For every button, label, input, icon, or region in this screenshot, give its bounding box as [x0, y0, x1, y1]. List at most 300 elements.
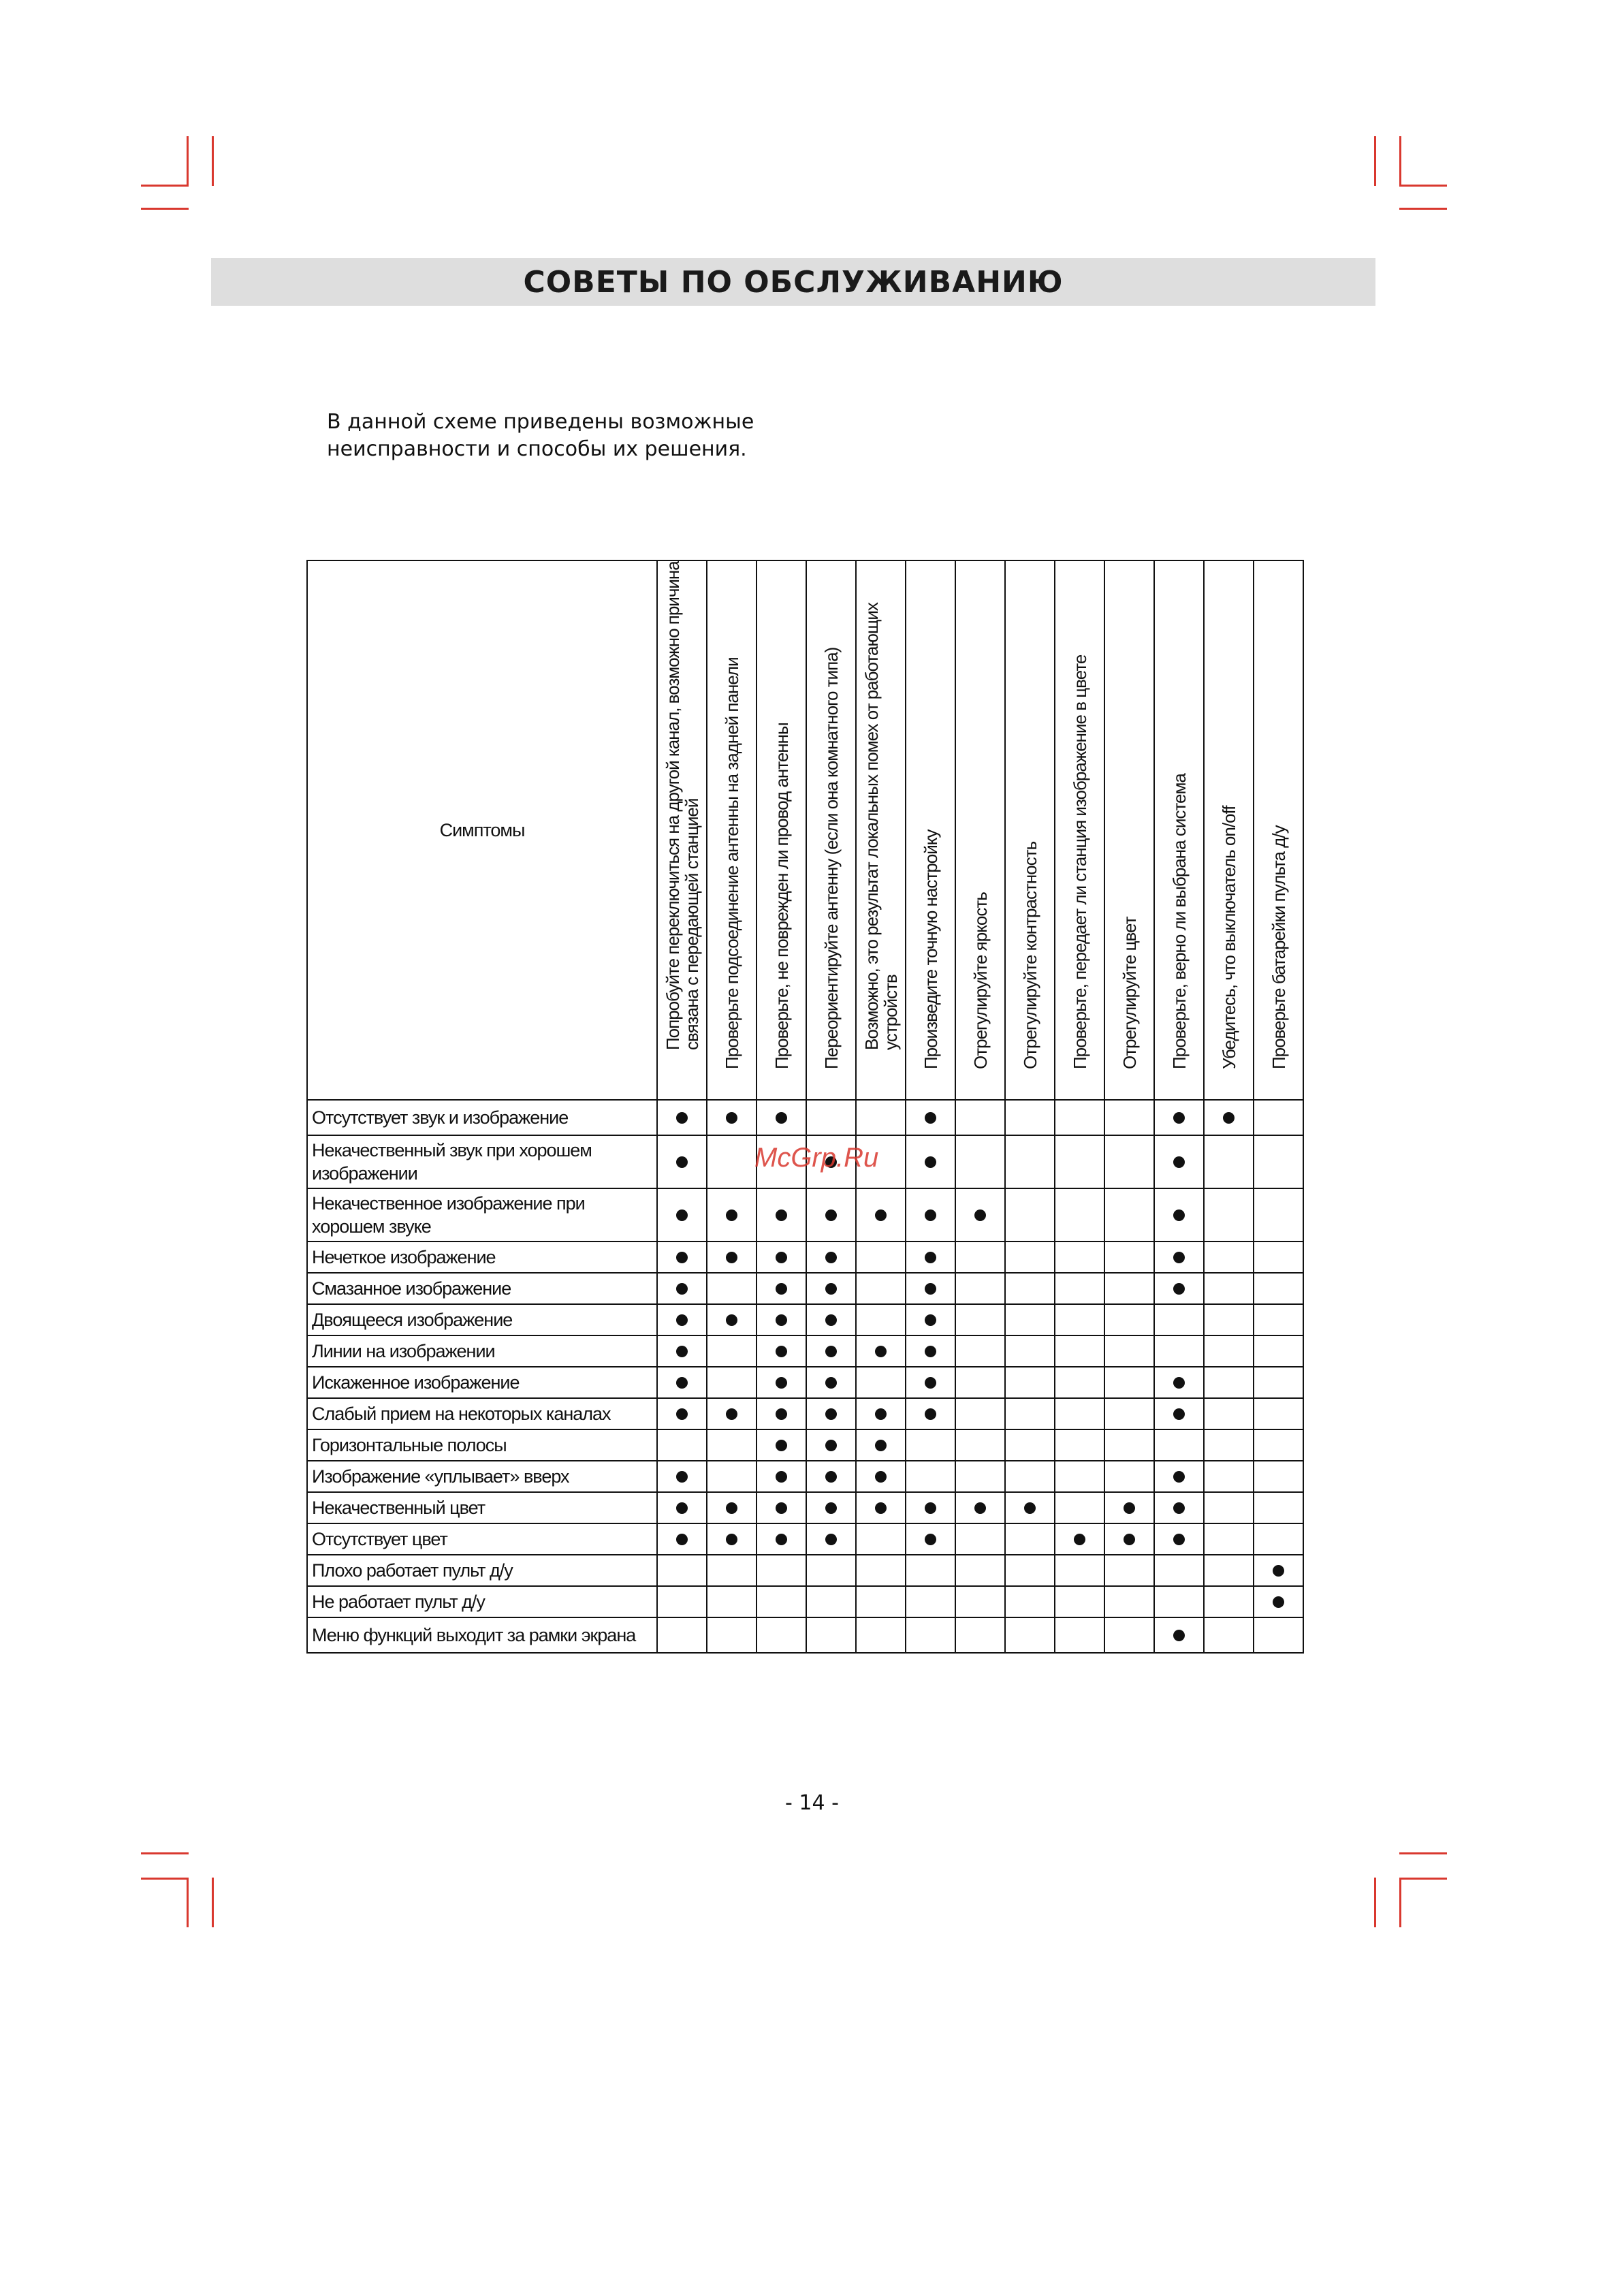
bullet-mark	[825, 1209, 837, 1221]
mark-cell	[1154, 1617, 1204, 1653]
mark-cell	[955, 1492, 1005, 1523]
mark-cell	[955, 1304, 1005, 1335]
symptom-cell: Отсутствует цвет	[307, 1523, 657, 1555]
crop-mark	[1399, 1852, 1447, 1854]
column-header-label: Отрегулируйте яркость	[970, 892, 991, 1069]
mark-cell	[1204, 1555, 1254, 1586]
mark-cell	[856, 1461, 906, 1492]
table-row	[307, 1367, 1303, 1398]
mark-cell	[1005, 1523, 1055, 1555]
symptom-cell: Изображение «уплывает» вверх	[307, 1461, 657, 1492]
mark-cell	[1204, 1304, 1254, 1335]
mark-cell	[1154, 1135, 1204, 1188]
troubleshooting-table	[306, 560, 1304, 1654]
column-header	[1154, 560, 1204, 1100]
page-number: - 14 -	[785, 1791, 839, 1815]
bullet-mark	[676, 1408, 688, 1420]
mark-cell	[707, 1492, 757, 1523]
bullet-mark	[1173, 1156, 1185, 1168]
mark-cell	[1154, 1335, 1204, 1367]
mark-cell	[1005, 1586, 1055, 1617]
mark-cell	[1104, 1523, 1154, 1555]
intro-line: В данной схеме приведены возможные	[327, 410, 754, 434]
bullet-mark	[875, 1471, 887, 1483]
mark-cell	[1154, 1492, 1204, 1523]
table-row	[307, 1586, 1303, 1617]
column-header	[955, 560, 1005, 1100]
mark-cell	[1204, 1273, 1254, 1304]
bullet-mark	[776, 1283, 787, 1295]
table-row	[307, 1273, 1303, 1304]
column-header-label: Проверьте подсоединение антенны на задней панели	[721, 657, 742, 1069]
mark-cell	[1254, 1242, 1303, 1273]
mark-cell	[856, 1188, 906, 1242]
mark-cell	[657, 1135, 707, 1188]
symptom-cell: Некачественное изображение при хорошем звуке	[307, 1188, 657, 1242]
bullet-mark	[925, 1346, 936, 1357]
mark-cell	[806, 1188, 856, 1242]
mark-cell	[955, 1398, 1005, 1429]
mark-cell	[1104, 1304, 1154, 1335]
bullet-mark	[825, 1252, 837, 1263]
symptom-cell: Отсутствует звук и изображение	[307, 1100, 657, 1135]
mark-cell	[1055, 1273, 1104, 1304]
bullet-mark	[1273, 1565, 1284, 1577]
mark-cell	[955, 1429, 1005, 1461]
bullet-mark	[1273, 1596, 1284, 1608]
mark-cell	[1154, 1398, 1204, 1429]
bullet-mark	[925, 1502, 936, 1514]
column-header-label: Переориентируйте антенну (если она комнатного типа)	[821, 647, 842, 1069]
crop-mark	[1399, 1878, 1447, 1880]
bullet-mark	[1173, 1283, 1185, 1295]
bullet-mark	[825, 1408, 837, 1420]
bullet-mark	[925, 1156, 936, 1168]
mark-cell	[707, 1555, 757, 1586]
symptom-cell: Плохо работает пульт д/у	[307, 1555, 657, 1586]
mark-cell	[1204, 1188, 1254, 1242]
mark-cell	[707, 1242, 757, 1273]
bullet-mark	[1173, 1252, 1185, 1263]
mark-cell	[1005, 1429, 1055, 1461]
symptom-cell: Нечеткое изображение	[307, 1242, 657, 1273]
table-row	[307, 1188, 1303, 1242]
mark-cell	[1055, 1188, 1104, 1242]
mark-cell	[757, 1461, 806, 1492]
bullet-mark	[726, 1112, 737, 1124]
symptoms-header: Симптомы	[307, 560, 657, 1100]
symptom-cell: Некачественный звук при хорошем изображении	[307, 1135, 657, 1188]
bullet-mark	[974, 1209, 986, 1221]
mark-cell	[757, 1555, 806, 1586]
mark-cell	[1104, 1135, 1154, 1188]
mark-cell	[906, 1461, 955, 1492]
mark-cell	[955, 1273, 1005, 1304]
bullet-mark	[925, 1314, 936, 1326]
bullet-mark	[726, 1534, 737, 1545]
mark-cell	[757, 1188, 806, 1242]
mark-cell	[1254, 1398, 1303, 1429]
mark-cell	[1104, 1188, 1154, 1242]
bullet-mark	[676, 1502, 688, 1514]
mark-cell	[906, 1555, 955, 1586]
mark-cell	[1154, 1273, 1204, 1304]
bullet-mark	[726, 1502, 737, 1514]
mark-cell	[906, 1135, 955, 1188]
mark-cell	[906, 1398, 955, 1429]
column-header	[1254, 560, 1303, 1100]
bullet-mark	[676, 1283, 688, 1295]
crop-mark	[141, 1878, 189, 1880]
bullet-mark	[1173, 1209, 1185, 1221]
mark-cell	[1254, 1586, 1303, 1617]
mark-cell	[1104, 1586, 1154, 1617]
mark-cell	[657, 1461, 707, 1492]
mark-cell	[757, 1304, 806, 1335]
crop-mark	[1374, 136, 1376, 186]
bullet-mark	[776, 1252, 787, 1263]
mark-cell	[955, 1461, 1005, 1492]
bullet-mark	[825, 1377, 837, 1389]
mark-cell	[806, 1461, 856, 1492]
mark-cell	[1005, 1304, 1055, 1335]
bullet-mark	[726, 1408, 737, 1420]
mark-cell	[955, 1188, 1005, 1242]
mark-cell	[757, 1492, 806, 1523]
table-row	[307, 1100, 1303, 1135]
bullet-mark	[925, 1534, 936, 1545]
mark-cell	[856, 1429, 906, 1461]
mark-cell	[1104, 1461, 1154, 1492]
mark-cell	[806, 1586, 856, 1617]
mark-cell	[707, 1188, 757, 1242]
mark-cell	[657, 1367, 707, 1398]
mark-cell	[1055, 1367, 1104, 1398]
mark-cell	[906, 1273, 955, 1304]
title-bar	[211, 258, 1375, 306]
bullet-mark	[726, 1252, 737, 1263]
symptom-cell: Искаженное изображение	[307, 1367, 657, 1398]
bullet-mark	[1173, 1112, 1185, 1124]
mark-cell	[955, 1367, 1005, 1398]
bullet-mark	[825, 1502, 837, 1514]
mark-cell	[757, 1429, 806, 1461]
column-header	[1005, 560, 1055, 1100]
mark-cell	[657, 1586, 707, 1617]
symptom-cell: Линии на изображении	[307, 1335, 657, 1367]
table-body	[307, 1100, 1303, 1653]
mark-cell	[856, 1273, 906, 1304]
intro-line: неисправности и способы их решения.	[327, 437, 747, 461]
mark-cell	[906, 1492, 955, 1523]
mark-cell	[1204, 1492, 1254, 1523]
mark-cell	[1254, 1367, 1303, 1398]
column-header	[757, 560, 806, 1100]
mark-cell	[657, 1273, 707, 1304]
bullet-mark	[776, 1471, 787, 1483]
column-header	[1055, 560, 1104, 1100]
mark-cell	[707, 1367, 757, 1398]
crop-mark	[212, 136, 214, 186]
mark-cell	[757, 1100, 806, 1135]
table-header-row	[307, 560, 1303, 1100]
mark-cell	[757, 1242, 806, 1273]
bullet-mark	[776, 1209, 787, 1221]
mark-cell	[1055, 1135, 1104, 1188]
mark-cell	[856, 1242, 906, 1273]
table-row	[307, 1242, 1303, 1273]
crop-mark	[141, 1852, 189, 1854]
mark-cell	[1005, 1188, 1055, 1242]
mark-cell	[707, 1335, 757, 1367]
mark-cell	[757, 1273, 806, 1304]
column-header-label: Проверьте, верно ли выбрана система	[1168, 774, 1190, 1069]
mark-cell	[657, 1555, 707, 1586]
column-header-label: Попробуйте переключиться на другой канал, возможно причина связана с передающей станцией	[662, 561, 702, 1050]
bullet-mark	[1173, 1534, 1185, 1545]
crop-mark	[187, 1878, 189, 1927]
mark-cell	[1104, 1273, 1154, 1304]
mark-cell	[1254, 1492, 1303, 1523]
mark-cell	[1204, 1398, 1254, 1429]
symptom-cell: Двоящееся изображение	[307, 1304, 657, 1335]
bullet-mark	[825, 1534, 837, 1545]
mark-cell	[1055, 1617, 1104, 1653]
mark-cell	[906, 1367, 955, 1398]
mark-cell	[1055, 1461, 1104, 1492]
column-header-label: Возможно, это результат локальных помех от работающих устройств	[861, 603, 901, 1050]
bullet-mark	[676, 1252, 688, 1263]
bullet-mark	[676, 1534, 688, 1545]
mark-cell	[806, 1555, 856, 1586]
mark-cell	[657, 1188, 707, 1242]
mark-cell	[1104, 1429, 1154, 1461]
bullet-mark	[875, 1502, 887, 1514]
crop-mark	[1399, 136, 1401, 186]
mark-cell	[1204, 1461, 1254, 1492]
mark-cell	[906, 1617, 955, 1653]
intro-text	[327, 409, 817, 463]
column-header	[856, 560, 906, 1100]
table-row	[307, 1617, 1303, 1653]
mark-cell	[806, 1304, 856, 1335]
mark-cell	[1104, 1242, 1154, 1273]
crop-mark	[1399, 1878, 1401, 1927]
mark-cell	[955, 1555, 1005, 1586]
symptom-cell: Слабый прием на некоторых каналах	[307, 1398, 657, 1429]
mark-cell	[806, 1492, 856, 1523]
mark-cell	[1104, 1398, 1154, 1429]
mark-cell	[757, 1335, 806, 1367]
mark-cell	[1005, 1367, 1055, 1398]
mark-cell	[806, 1242, 856, 1273]
bullet-mark	[875, 1346, 887, 1357]
mark-cell	[1055, 1100, 1104, 1135]
mark-cell	[1204, 1242, 1254, 1273]
mark-cell	[1204, 1367, 1254, 1398]
bullet-mark	[776, 1502, 787, 1514]
crop-mark	[187, 136, 189, 186]
column-header-label: Проверьте, передает ли станция изображение в цвете	[1069, 654, 1090, 1069]
bullet-mark	[1074, 1534, 1085, 1545]
bullet-mark	[676, 1209, 688, 1221]
mark-cell	[1204, 1617, 1254, 1653]
mark-cell	[955, 1586, 1005, 1617]
mark-cell	[1204, 1586, 1254, 1617]
mark-cell	[1055, 1335, 1104, 1367]
bullet-mark	[925, 1209, 936, 1221]
mark-cell	[707, 1398, 757, 1429]
column-header	[906, 560, 955, 1100]
mark-cell	[1154, 1100, 1204, 1135]
mark-cell	[707, 1523, 757, 1555]
mark-cell	[1005, 1273, 1055, 1304]
mark-cell	[1104, 1335, 1154, 1367]
mark-cell	[707, 1273, 757, 1304]
bullet-mark	[676, 1112, 688, 1124]
bullet-mark	[676, 1314, 688, 1326]
mark-cell	[906, 1335, 955, 1367]
bullet-mark	[925, 1377, 936, 1389]
bullet-mark	[776, 1408, 787, 1420]
column-header	[1204, 560, 1254, 1100]
mark-cell	[657, 1304, 707, 1335]
bullet-mark	[1173, 1502, 1185, 1514]
bullet-mark	[1173, 1471, 1185, 1483]
mark-cell	[757, 1523, 806, 1555]
mark-cell	[1055, 1242, 1104, 1273]
mark-cell	[757, 1617, 806, 1653]
mark-cell	[707, 1100, 757, 1135]
table-row	[307, 1492, 1303, 1523]
column-header-label: Убедитесь, что выключатель on/off	[1218, 806, 1239, 1069]
table-row	[307, 1398, 1303, 1429]
bullet-mark	[925, 1112, 936, 1124]
mark-cell	[707, 1586, 757, 1617]
mark-cell	[1154, 1555, 1204, 1586]
mark-cell	[1055, 1398, 1104, 1429]
crop-mark	[141, 208, 189, 210]
mark-cell	[806, 1100, 856, 1135]
mark-cell	[1104, 1100, 1154, 1135]
bullet-mark	[1223, 1112, 1235, 1124]
bullet-mark	[875, 1440, 887, 1451]
mark-cell	[707, 1617, 757, 1653]
bullet-mark	[1173, 1630, 1185, 1641]
mark-cell	[657, 1242, 707, 1273]
mark-cell	[1154, 1242, 1204, 1273]
bullet-mark	[1124, 1502, 1135, 1514]
mark-cell	[707, 1429, 757, 1461]
mark-cell	[1154, 1461, 1204, 1492]
table-row	[307, 1461, 1303, 1492]
mark-cell	[1104, 1367, 1154, 1398]
bullet-mark	[726, 1314, 737, 1326]
mark-cell	[1254, 1304, 1303, 1335]
bullet-mark	[825, 1314, 837, 1326]
mark-cell	[1154, 1367, 1204, 1398]
mark-cell	[1005, 1492, 1055, 1523]
bullet-mark	[776, 1346, 787, 1357]
symptom-cell: Не работает пульт д/у	[307, 1586, 657, 1617]
page-title: СОВЕТЫ ПО ОБСЛУЖИВАНИЮ	[523, 264, 1064, 300]
mark-cell	[1005, 1335, 1055, 1367]
mark-cell	[1204, 1100, 1254, 1135]
bullet-mark	[875, 1209, 887, 1221]
mark-cell	[856, 1492, 906, 1523]
mark-cell	[955, 1100, 1005, 1135]
mark-cell	[806, 1523, 856, 1555]
mark-cell	[1204, 1335, 1254, 1367]
mark-cell	[1254, 1461, 1303, 1492]
mark-cell	[856, 1555, 906, 1586]
symptom-cell: Некачественный цвет	[307, 1492, 657, 1523]
crop-mark	[1399, 185, 1447, 187]
mark-cell	[1055, 1492, 1104, 1523]
bullet-mark	[925, 1283, 936, 1295]
mark-cell	[1104, 1492, 1154, 1523]
symptom-cell: Меню функций выходит за рамки экрана	[307, 1617, 657, 1653]
mark-cell	[757, 1586, 806, 1617]
mark-cell	[1154, 1523, 1204, 1555]
mark-cell	[906, 1188, 955, 1242]
mark-cell	[806, 1273, 856, 1304]
column-header	[1104, 560, 1154, 1100]
bullet-mark	[726, 1209, 737, 1221]
mark-cell	[806, 1367, 856, 1398]
watermark: McGrp.Ru	[754, 1143, 879, 1173]
mark-cell	[1154, 1429, 1204, 1461]
column-header-label: Проверьте, не поврежден ли провод антенны	[771, 723, 792, 1069]
mark-cell	[906, 1304, 955, 1335]
mark-cell	[806, 1335, 856, 1367]
mark-cell	[657, 1492, 707, 1523]
mark-cell	[906, 1586, 955, 1617]
mark-cell	[1254, 1429, 1303, 1461]
mark-cell	[1254, 1555, 1303, 1586]
table-row	[307, 1335, 1303, 1367]
bullet-mark	[825, 1283, 837, 1295]
mark-cell	[1204, 1523, 1254, 1555]
bullet-mark	[676, 1156, 688, 1168]
mark-cell	[856, 1523, 906, 1555]
mark-cell	[1154, 1188, 1204, 1242]
mark-cell	[906, 1242, 955, 1273]
mark-cell	[906, 1523, 955, 1555]
mark-cell	[1254, 1135, 1303, 1188]
bullet-mark	[925, 1252, 936, 1263]
mark-cell	[707, 1135, 757, 1188]
mark-cell	[906, 1429, 955, 1461]
bullet-mark	[676, 1471, 688, 1483]
mark-cell	[856, 1617, 906, 1653]
mark-cell	[1055, 1429, 1104, 1461]
mark-cell	[1154, 1586, 1204, 1617]
symptom-cell: Горизонтальные полосы	[307, 1429, 657, 1461]
mark-cell	[657, 1398, 707, 1429]
mark-cell	[856, 1304, 906, 1335]
mark-cell	[955, 1242, 1005, 1273]
bullet-mark	[776, 1112, 787, 1124]
mark-cell	[955, 1335, 1005, 1367]
mark-cell	[955, 1523, 1005, 1555]
column-header-label: Отрегулируйте контрастность	[1019, 841, 1040, 1069]
bullet-mark	[776, 1377, 787, 1389]
mark-cell	[657, 1100, 707, 1135]
mark-cell	[1005, 1398, 1055, 1429]
bullet-mark	[776, 1314, 787, 1326]
mark-cell	[856, 1100, 906, 1135]
